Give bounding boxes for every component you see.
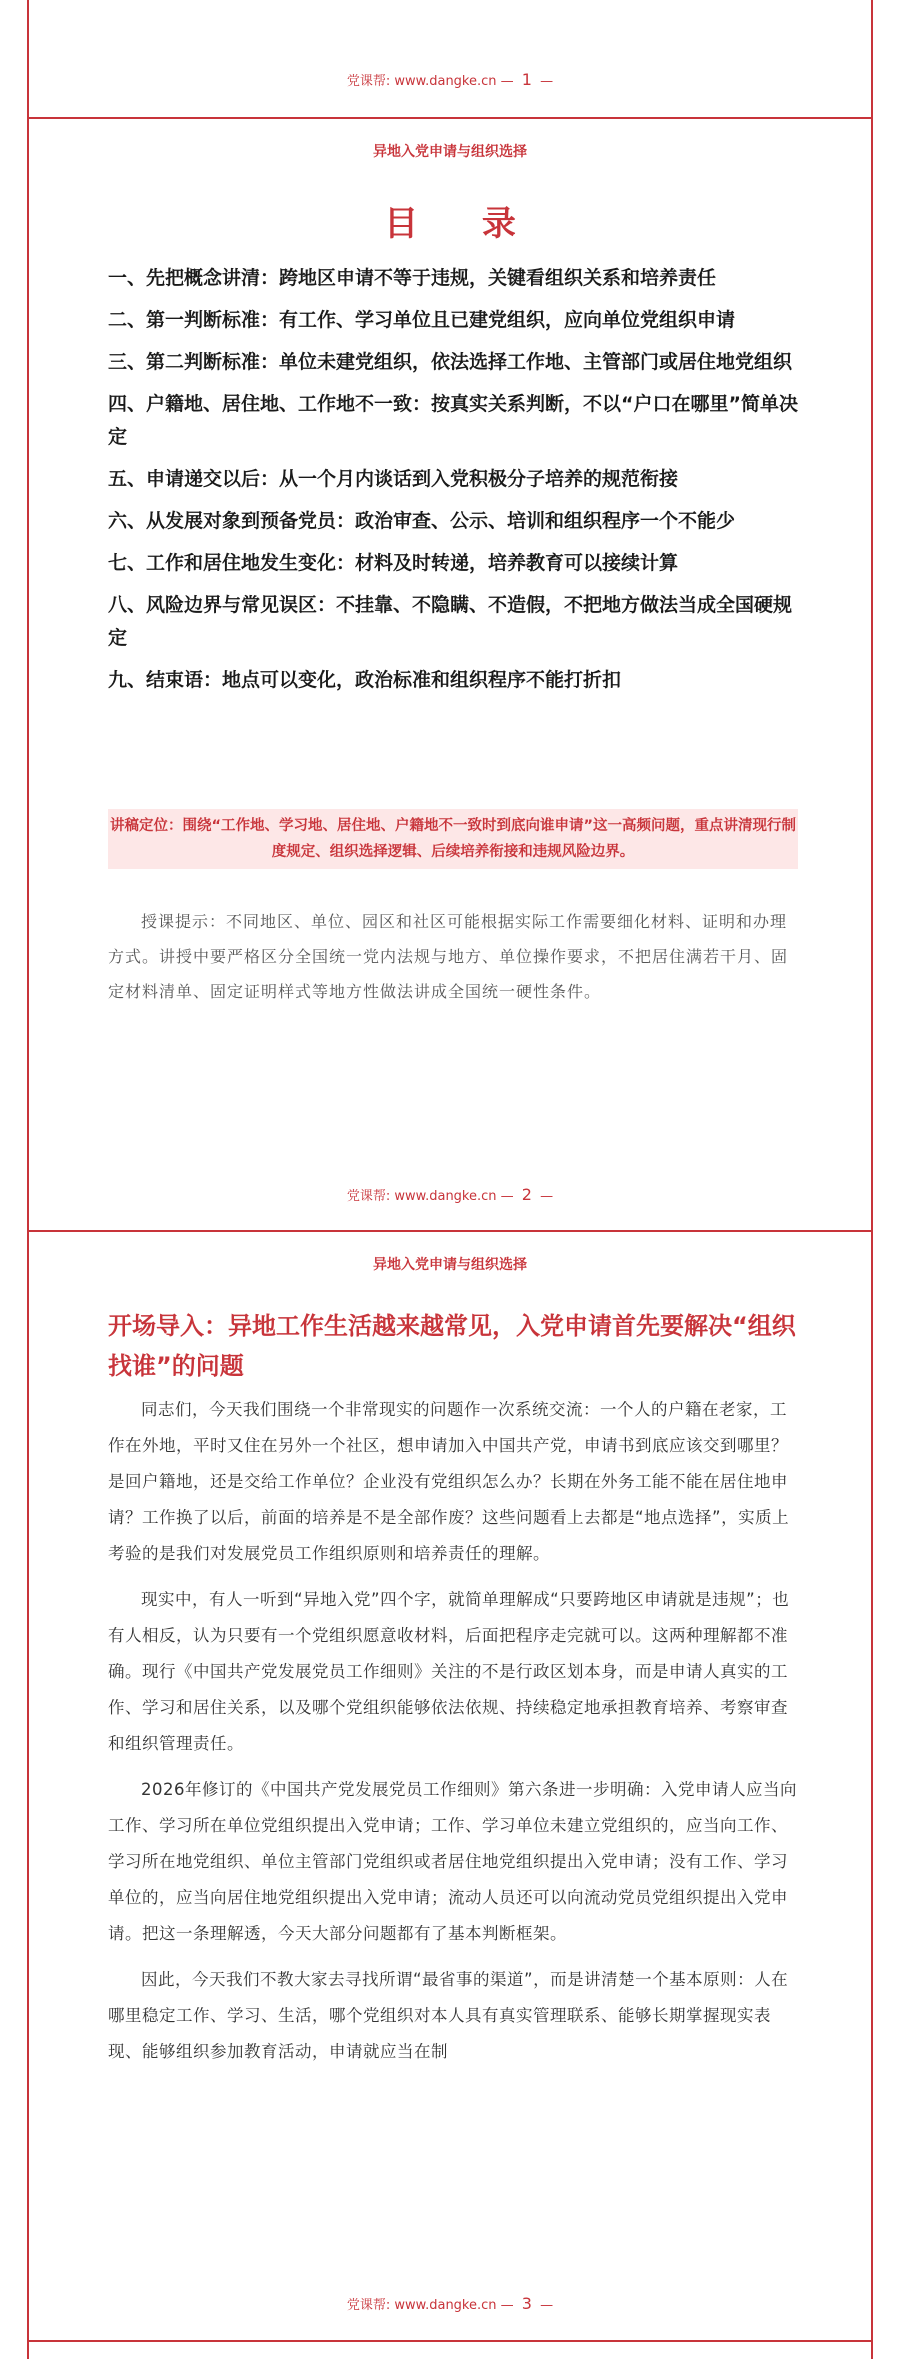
toc-item: 四、户籍地、居住地、工作地不一致：按真实关系判断，不以“户口在哪里”简单决定 <box>108 393 798 448</box>
toc-item: 一、先把概念讲清：跨地区申请不等于违规，关键看组织关系和培养责任 <box>108 267 717 289</box>
page-separator <box>27 117 873 119</box>
toc-item: 六、从发展对象到预备党员：政治审查、公示、培训和组织程序一个不能少 <box>108 510 736 532</box>
footer-site: 党课帮: www.dangke.cn <box>346 2298 497 2313</box>
toc-item: 二、第一判断标准：有工作、学习单位且已建党组织，应向单位党组织申请 <box>108 309 736 331</box>
page-number: 3 <box>521 2294 532 2313</box>
body-paragraph: 2026年修订的《中国共产党发展党员工作细则》第六条进一步明确：入党申请人应当向工作、学习所在单位党组织提出入党申请；工作、学习单位未建立党组织的，应当向工作、学习所在地党组织、单位主管部门党组织或者居住地党组织提出入党申请；没有工作、学习单位的，应当向居住地党组织提出入党申请；流动人员还可以向流动党员党组织提出入党申请。把这一条理解透，今天大部分问题都有了基本判断框架。 <box>108 1780 797 1943</box>
left-border <box>27 0 29 2359</box>
teaching-tip: 授课提示：不同地区、单位、园区和社区可能根据实际工作需要细化材料、证明和办理方式。讲授中要严格区分全国统一党内法规与地方、单位操作要求，不把居住满若干月、固定材料清单、固定证明样式等地方性做法讲成全国统一硬性条件。 <box>108 912 789 1001</box>
positioning-callout: 讲稿定位：围绕“工作地、学习地、居住地、户籍地不一致时到底向谁申请”这一高频问题，重点讲清现行制度规定、组织选择逻辑、后续培养衔接和违规风险边界。 <box>108 809 798 869</box>
page-separator <box>27 1230 873 1232</box>
page-footer-2: 党课帮: www.dangke.cn — 2 — <box>346 1185 554 1204</box>
toc-item: 五、申请递交以后：从一个月内谈话到入党积极分子培养的规范衔接 <box>108 468 679 490</box>
body-paragraph: 因此，今天我们不教大家去寻找所谓“最省事的渠道”，而是讲清楚一个基本原则：人在哪里稳定工作、学习、生活，哪个党组织对本人具有真实管理联系、能够长期掌握现实表现、能够组织参加教育活动，申请就应当在制 <box>108 1970 789 2061</box>
page-footer-1: 党课帮: www.dangke.cn — 1 — <box>346 70 554 89</box>
toc-item: 七、工作和居住地发生变化：材料及时转递，培养教育可以接续计算 <box>108 552 679 574</box>
section-title: 开场导入：异地工作生活越来越常见，入党申请首先要解决“组织找谁”的问题 <box>108 1312 796 1380</box>
page-footer-3: 党课帮: www.dangke.cn — 3 — <box>346 2294 554 2313</box>
body-paragraph: 现实中，有人一听到“异地入党”四个字，就简单理解成“只要跨地区申请就是违规”；也有人相反，认为只要有一个党组织愿意收材料，后面把程序走完就可以。这两种理解都不准确。现行《中国共产党发展党员工作细则》关注的不是行政区划本身，而是申请人真实的工作、学习和居住关系，以及哪个党组织能够依法依规、持续稳定地承担教育培养、考察审查和组织管理责任。 <box>108 1590 790 1753</box>
footer-site: 党课帮: www.dangke.cn <box>346 1189 497 1204</box>
page-header: 异地入党申请与组织选择 <box>373 1257 527 1273</box>
right-border <box>871 0 873 2359</box>
toc-item: 八、风险边界与常见误区：不挂靠、不隐瞒、不造假，不把地方做法当成全国硬规定 <box>108 594 793 649</box>
section-body <box>108 1392 798 2080</box>
page-separator <box>27 2340 873 2342</box>
toc-item: 三、第二判断标准：单位未建党组织，依法选择工作地、主管部门或居住地党组织 <box>108 351 793 373</box>
toc-item: 九、结束语：地点可以变化，政治标准和组织程序不能打折扣 <box>108 669 622 691</box>
body-paragraph: 同志们，今天我们围绕一个非常现实的问题作一次系统交流：一个人的户籍在老家，工作在外地，平时又住在另外一个社区，想申请加入中国共产党，申请书到底应该交到哪里？是回户籍地，还是交给工作单位？企业没有党组织怎么办？长期在外务工能不能在居住地申请？工作换了以后，前面的培养是不是全部作废？这些问题看上去都是“地点选择”，实质上考验的是我们对发展党员工作组织原则和培养责任的理解。 <box>108 1400 790 1563</box>
page-number: 2 <box>521 1185 532 1204</box>
page-header: 异地入党申请与组织选择 <box>373 144 527 160</box>
footer-site: 党课帮: www.dangke.cn <box>346 74 497 89</box>
page-number: 1 <box>521 70 532 89</box>
toc-list <box>108 262 798 706</box>
toc-title: 目 录 <box>384 204 542 244</box>
